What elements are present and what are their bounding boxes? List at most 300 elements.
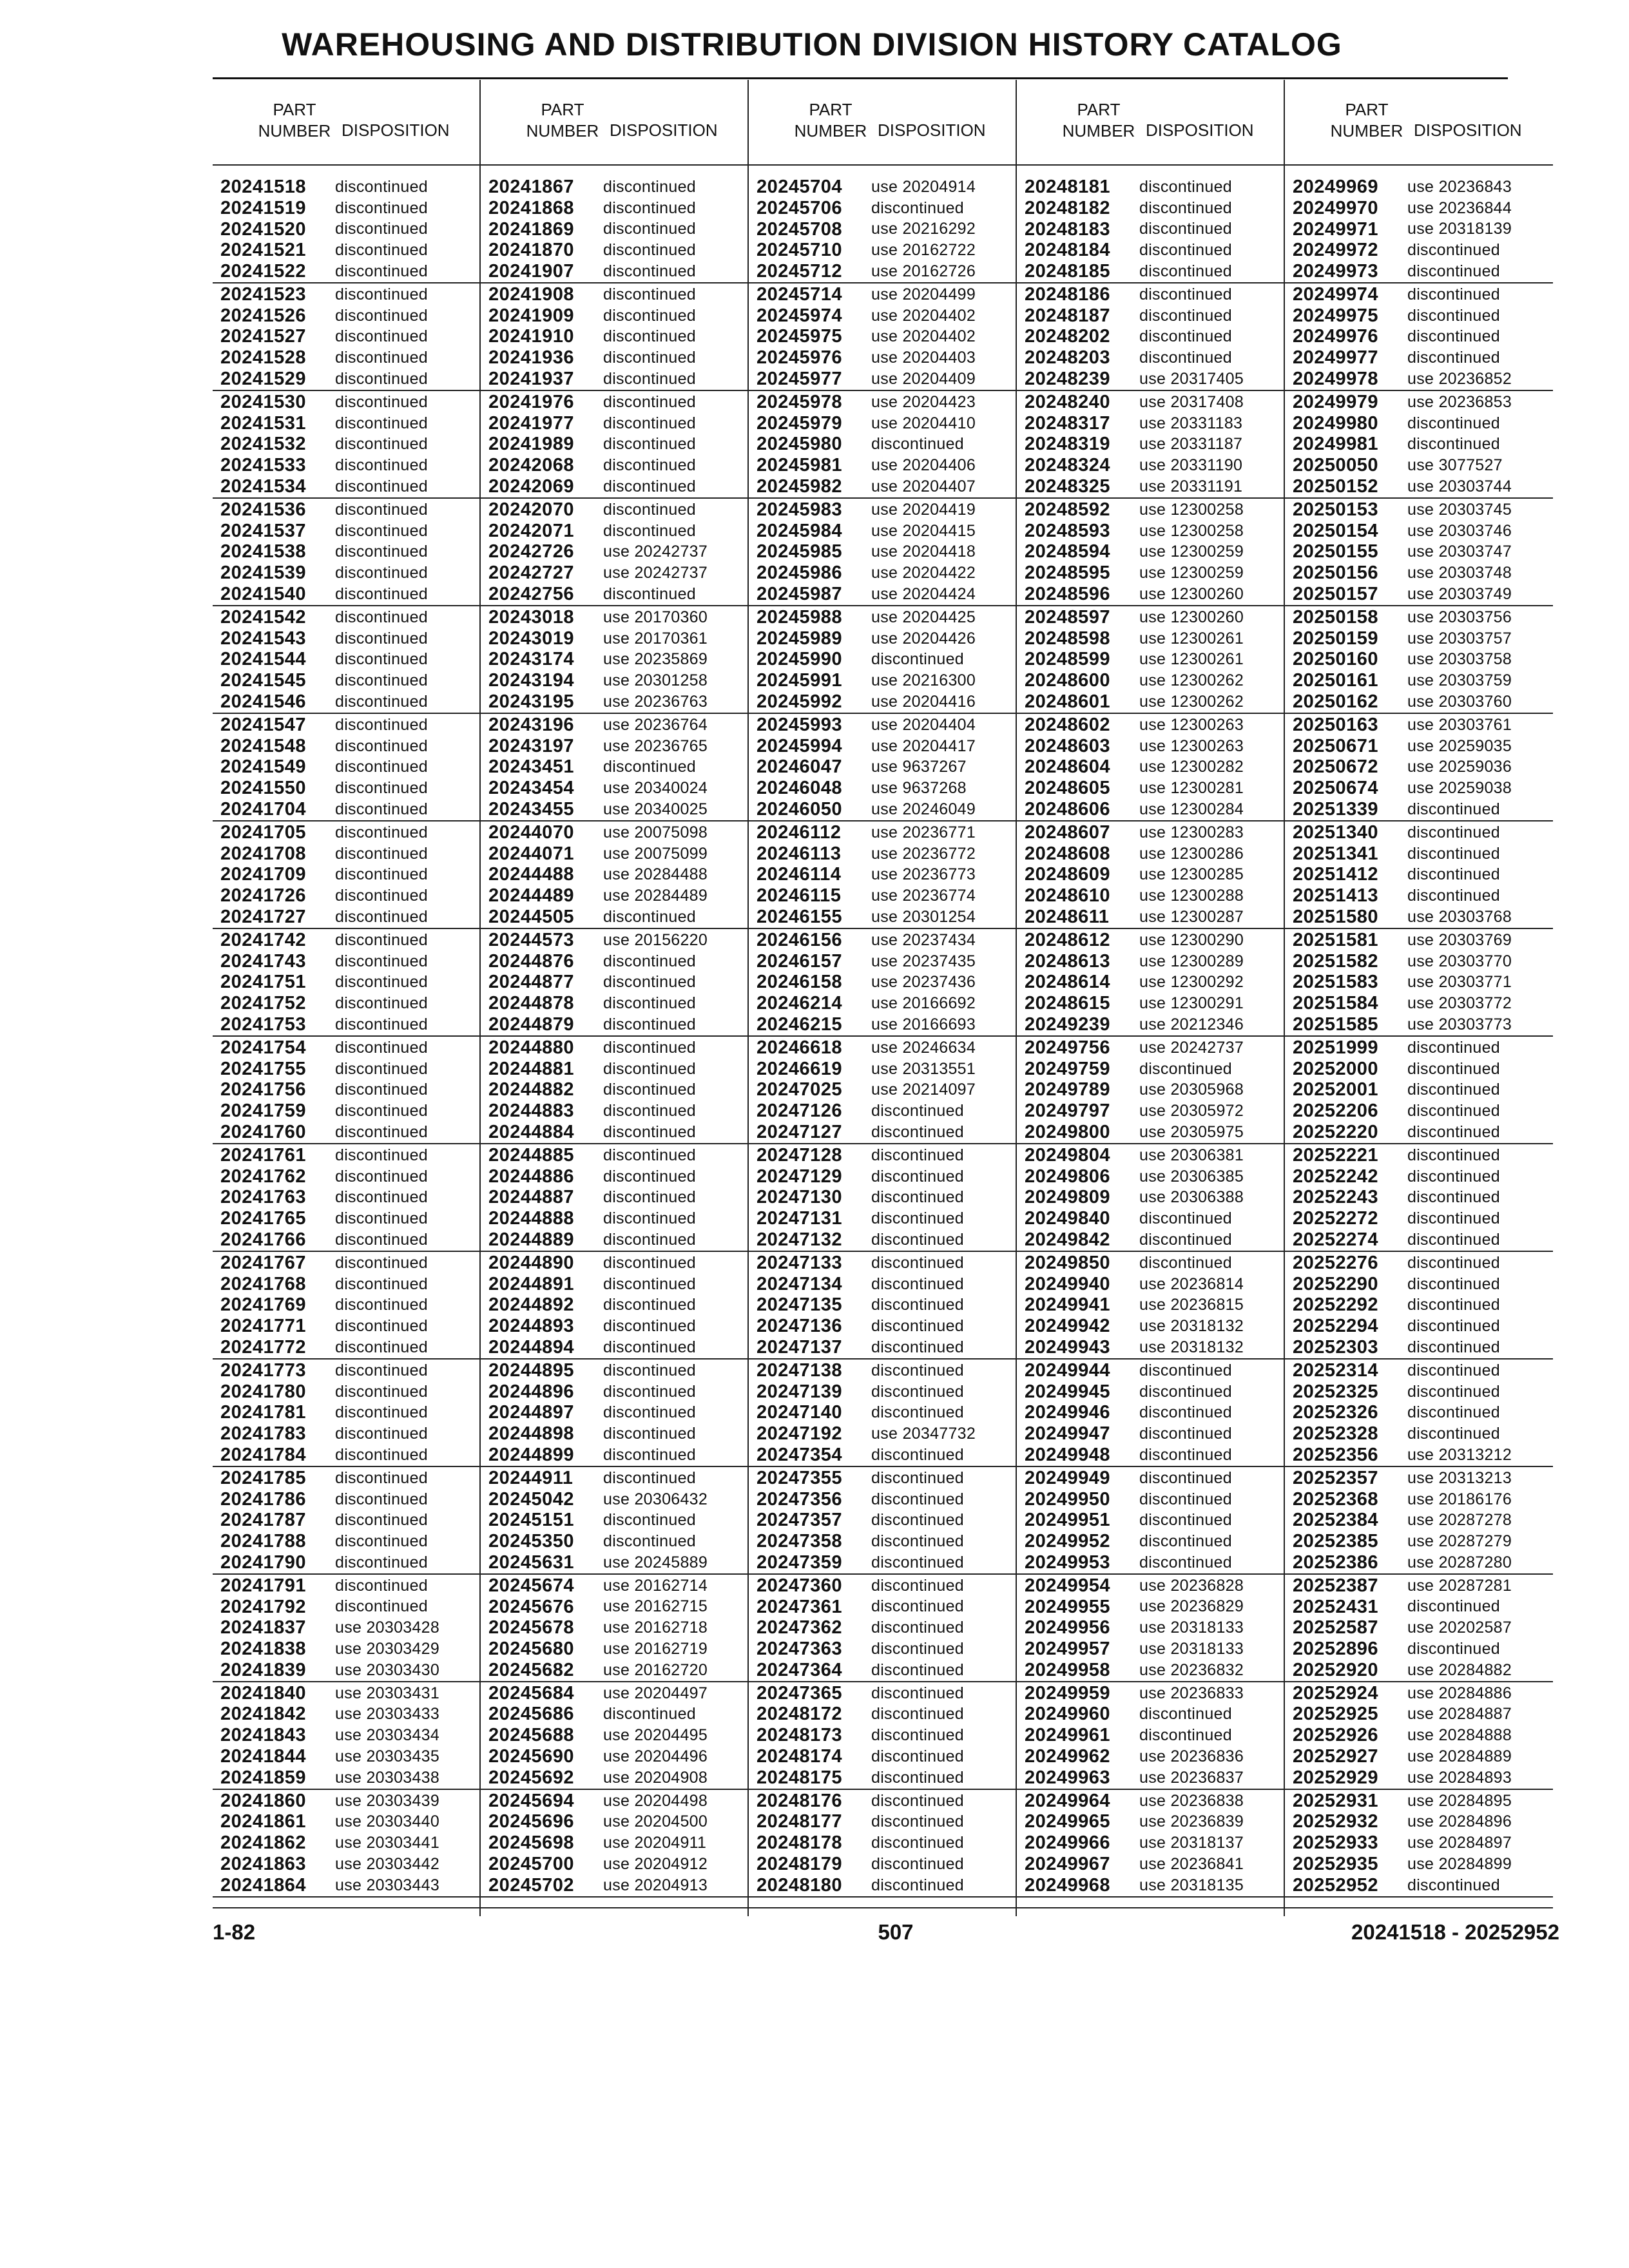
table-row (481, 1274, 747, 1295)
table-row (1285, 1704, 1553, 1725)
disposition: discontinued (335, 500, 428, 519)
table-row (481, 1725, 747, 1746)
disposition: discontinued (1407, 1425, 1500, 1443)
part-number: 20241705 (220, 822, 307, 843)
table-row (481, 1660, 747, 1681)
disposition: discontinued (335, 1425, 428, 1443)
part-number: 20245714 (757, 284, 843, 305)
disposition: use 12300261 (1139, 629, 1244, 648)
table-row (481, 1552, 747, 1573)
part-number: 20248178 (757, 1832, 843, 1854)
table-row (1017, 628, 1284, 649)
disposition: use 20204913 (603, 1876, 708, 1894)
part-number: 20248319 (1025, 434, 1111, 455)
table-row (213, 1014, 479, 1035)
part-number: 20242071 (488, 520, 575, 541)
table-row (1285, 1079, 1553, 1100)
row-group (481, 1575, 747, 1682)
table-row (749, 1316, 1016, 1337)
part-number: 20244893 (488, 1316, 575, 1337)
part-number: 20241546 (220, 691, 307, 713)
table-row (481, 584, 747, 605)
disposition: use 20284888 (1407, 1726, 1512, 1745)
disposition: discontinued (603, 1425, 696, 1443)
part-number: 20248615 (1025, 993, 1111, 1014)
disposition: discontinued (335, 198, 428, 217)
part-number: 20248609 (1025, 864, 1111, 885)
part-number: 20241781 (220, 1402, 307, 1423)
row-group (1017, 1144, 1284, 1252)
part-number: 20241783 (220, 1423, 307, 1445)
disposition: discontinued (335, 1274, 428, 1293)
table-row (1017, 455, 1284, 476)
disposition: discontinued (335, 564, 428, 582)
part-number: 20248325 (1025, 476, 1111, 497)
disposition: discontinued (1139, 1253, 1232, 1272)
table-row (481, 907, 747, 928)
table-row (213, 1704, 479, 1725)
table-row (1285, 951, 1553, 972)
part-number: 20241548 (220, 735, 307, 756)
disposition: discontinued (603, 1338, 696, 1356)
disposition: use 12300260 (1139, 585, 1244, 604)
part-number: 20247140 (757, 1402, 843, 1423)
part-number: 20244070 (488, 822, 575, 843)
disposition: use 20236833 (1139, 1684, 1244, 1702)
part-number: 20245989 (757, 628, 843, 649)
part-number: 20244881 (488, 1058, 575, 1079)
table-row (213, 1552, 479, 1573)
row-group (1017, 1360, 1284, 1467)
table-row (1285, 1531, 1553, 1552)
row-group (1285, 1682, 1553, 1790)
disposition: discontinued (1407, 1059, 1500, 1078)
part-number: 20241989 (488, 434, 575, 455)
table-row (749, 670, 1016, 691)
part-number: 20247135 (757, 1294, 843, 1316)
part-number: 20244898 (488, 1423, 575, 1445)
part-number: 20250671 (1293, 735, 1379, 756)
disposition: use 20303759 (1407, 671, 1512, 690)
table-row (213, 1337, 479, 1358)
table-row (1285, 1145, 1553, 1166)
part-number: 20242070 (488, 499, 575, 520)
disposition: discontinued (603, 327, 696, 346)
disposition: discontinued (603, 370, 696, 389)
disposition: discontinued (603, 1468, 696, 1487)
part-number: 20250155 (1293, 541, 1379, 562)
row-group (481, 606, 747, 714)
row-group (749, 391, 1016, 499)
disposition: discontinued (1407, 1167, 1500, 1186)
row-group (481, 1682, 747, 1790)
table-row (749, 347, 1016, 369)
part-number: 20247131 (757, 1208, 843, 1229)
part-number: 20249972 (1293, 240, 1379, 261)
disposition: discontinued (1139, 241, 1232, 260)
disposition: discontinued (335, 1553, 428, 1571)
disposition: discontinued (871, 1511, 964, 1530)
part-number: 20252587 (1293, 1617, 1379, 1639)
table-row (213, 327, 479, 348)
part-number: 20250156 (1293, 562, 1379, 584)
row-group (749, 176, 1016, 284)
part-number: 20246156 (757, 929, 843, 950)
part-number: 20247192 (757, 1423, 843, 1445)
disposition: discontinued (335, 907, 428, 926)
disposition: discontinued (335, 1146, 428, 1164)
table-row (1017, 1122, 1284, 1143)
disposition: discontinued (335, 693, 428, 711)
part-number: 20249756 (1025, 1037, 1111, 1058)
table-row (481, 1079, 747, 1100)
part-number: 20245042 (488, 1488, 575, 1510)
part-number: 20249973 (1293, 261, 1379, 282)
disposition: use 20162718 (603, 1619, 708, 1637)
part-number: 20245698 (488, 1832, 575, 1854)
part-number: 20245151 (488, 1510, 575, 1531)
disposition: use 20236853 (1407, 392, 1512, 411)
table-row (749, 240, 1016, 261)
table-row (213, 1145, 479, 1166)
disposition: use 20204426 (871, 629, 976, 648)
part-number: 20244880 (488, 1037, 575, 1058)
disposition: discontinued (1407, 887, 1500, 905)
part-number: 20241860 (220, 1790, 307, 1811)
disposition: use 20303758 (1407, 650, 1512, 669)
part-number: 20242756 (488, 584, 575, 605)
part-number: 20252386 (1293, 1552, 1379, 1573)
disposition: use 20303745 (1407, 500, 1512, 519)
table-row (1285, 284, 1553, 305)
disposition-heading: DISPOSITION (610, 120, 718, 140)
part-number: 20245680 (488, 1639, 575, 1660)
part-number: 20243195 (488, 691, 575, 713)
disposition: discontinued (335, 414, 428, 432)
table-row (213, 607, 479, 628)
table-row (749, 1510, 1016, 1531)
table-row (481, 930, 747, 951)
part-heading-line1: PART (1077, 100, 1121, 119)
part-number: 20241726 (220, 885, 307, 907)
table-row (1017, 1468, 1284, 1489)
disposition: discontinued (871, 650, 964, 669)
table-row (1285, 993, 1553, 1014)
disposition: discontinued (335, 521, 428, 540)
disposition: use 20186176 (1407, 1490, 1512, 1508)
table-row (749, 1337, 1016, 1358)
part-number: 20241742 (220, 929, 307, 950)
part-number: 20245974 (757, 305, 843, 326)
disposition: discontinued (1407, 1122, 1500, 1141)
table-row (481, 219, 747, 240)
table-row (1017, 1791, 1284, 1812)
disposition: discontinued (871, 435, 964, 454)
disposition: use 20287278 (1407, 1511, 1512, 1530)
disposition: use 20204914 (871, 177, 976, 196)
table-row (213, 1510, 479, 1531)
part-number: 20245706 (757, 197, 843, 218)
part-number: 20247134 (757, 1273, 843, 1294)
table-row (1017, 305, 1284, 327)
row-group (1017, 606, 1284, 714)
table-row (1285, 1187, 1553, 1208)
disposition: discontinued (1139, 349, 1232, 367)
table-row (213, 1294, 479, 1316)
disposition: discontinued (335, 1468, 428, 1487)
part-number: 20244884 (488, 1121, 575, 1142)
disposition: use 20236772 (871, 844, 976, 863)
table-row (1285, 1229, 1553, 1251)
table-row (749, 1468, 1016, 1489)
disposition: use 20287280 (1407, 1553, 1512, 1571)
row-group (213, 1682, 479, 1790)
disposition: discontinued (871, 1812, 964, 1831)
disposition-heading: DISPOSITION (878, 120, 986, 140)
table-row (1017, 1597, 1284, 1618)
part-number: 20252933 (1293, 1832, 1379, 1854)
title-rule (213, 77, 1508, 79)
table-row (213, 219, 479, 240)
disposition: use 12300258 (1139, 521, 1244, 540)
table-row (749, 822, 1016, 843)
part-number: 20248186 (1025, 284, 1111, 305)
disposition: use 20236765 (603, 736, 708, 755)
part-number: 20245712 (757, 261, 843, 282)
part-number: 20249959 (1025, 1682, 1111, 1704)
table-row (749, 930, 1016, 951)
disposition: use 20236829 (1139, 1597, 1244, 1616)
column-header (749, 80, 1016, 166)
part-number: 20241544 (220, 649, 307, 670)
disposition: use 20340025 (603, 800, 708, 818)
part-number: 20251582 (1293, 950, 1379, 972)
row-group (1285, 1252, 1553, 1360)
table-row (481, 542, 747, 563)
table-row (213, 907, 479, 928)
disposition: use 20259036 (1407, 758, 1512, 776)
disposition: discontinued (603, 392, 696, 411)
part-heading-line2: NUMBER (1330, 121, 1403, 140)
disposition: use 20318133 (1139, 1619, 1244, 1637)
disposition: discontinued (1407, 414, 1500, 432)
table-row (213, 1683, 479, 1704)
table-row (749, 1639, 1016, 1660)
row-group (1017, 176, 1284, 284)
disposition: discontinued (1407, 1597, 1500, 1616)
table-row (749, 1014, 1016, 1035)
disposition: use 20237435 (871, 952, 976, 970)
part-heading-line1: PART (1345, 100, 1389, 119)
table-row (1285, 1683, 1553, 1704)
part-number: 20241791 (220, 1575, 307, 1596)
table-row (749, 1402, 1016, 1423)
row-group (481, 1037, 747, 1144)
part-number: 20241976 (488, 391, 575, 412)
part-number: 20251999 (1293, 1037, 1379, 1058)
row-group (1017, 714, 1284, 822)
disposition: use 20318137 (1139, 1834, 1244, 1852)
table-row (213, 1875, 479, 1896)
part-number: 20251413 (1293, 885, 1379, 907)
part-number: 20248203 (1025, 347, 1111, 369)
part-number: 20245674 (488, 1575, 575, 1596)
table-row (213, 1059, 479, 1080)
table-row (1017, 843, 1284, 865)
disposition: use 20284895 (1407, 1791, 1512, 1810)
table-row (481, 305, 747, 327)
part-number: 20241844 (220, 1746, 307, 1767)
table-row (1017, 1746, 1284, 1767)
disposition: discontinued (335, 1532, 428, 1551)
disposition: use 9637267 (871, 758, 967, 776)
part-number: 20249945 (1025, 1381, 1111, 1402)
disposition: discontinued (335, 306, 428, 325)
part-number: 20241543 (220, 628, 307, 649)
footer-rule (213, 1907, 1553, 1908)
table-row (1285, 261, 1553, 282)
row-group (1285, 1790, 1553, 1898)
table-row (481, 1294, 747, 1316)
column-header (1017, 80, 1284, 166)
part-number: 20252274 (1293, 1229, 1379, 1250)
part-number: 20241523 (220, 284, 307, 305)
part-heading-line2: NUMBER (794, 121, 867, 140)
disposition: discontinued (1407, 844, 1500, 863)
disposition: discontinued (871, 1338, 964, 1356)
part-number: 20246157 (757, 950, 843, 972)
row-group (749, 499, 1016, 606)
disposition: discontinued (1407, 349, 1500, 367)
table-row (481, 1575, 747, 1597)
disposition: use 20204404 (871, 715, 976, 734)
table-row (749, 907, 1016, 928)
part-number: 20242726 (488, 541, 575, 562)
part-number: 20243454 (488, 778, 575, 799)
disposition: discontinued (871, 1102, 964, 1120)
table-row (481, 1187, 747, 1208)
table-row (481, 1617, 747, 1639)
table-row (1285, 562, 1553, 584)
disposition: use 20318139 (1407, 220, 1512, 238)
part-number: 20249954 (1025, 1575, 1111, 1596)
disposition: discontinued (871, 1747, 964, 1766)
table-row (1285, 455, 1553, 476)
part-number: 20250674 (1293, 778, 1379, 799)
part-number: 20244911 (488, 1467, 574, 1488)
part-number: 20251340 (1293, 822, 1379, 843)
table-row (481, 1316, 747, 1337)
table-row (213, 1854, 479, 1875)
part-number: 20249971 (1293, 218, 1379, 240)
part-number: 20247362 (757, 1617, 843, 1639)
part-number: 20246112 (757, 822, 842, 843)
disposition: discontinued (1139, 1468, 1232, 1487)
table-row (481, 1597, 747, 1618)
part-number: 20241530 (220, 391, 307, 412)
disposition: use 20303772 (1407, 994, 1512, 1013)
page-number: 507 (878, 1920, 914, 1944)
row-group (213, 1144, 479, 1252)
disposition: discontinued (871, 1167, 964, 1186)
disposition: discontinued (603, 585, 696, 604)
row-group (481, 929, 747, 1037)
row-group (1285, 391, 1553, 499)
part-number: 20248176 (757, 1790, 843, 1811)
page-section-number: 1-82 (213, 1920, 256, 1944)
table-row (1285, 1639, 1553, 1660)
table-row (749, 1660, 1016, 1681)
part-number: 20241859 (220, 1767, 307, 1788)
table-row (749, 562, 1016, 584)
row-group (1285, 1037, 1553, 1144)
table-row (1285, 1552, 1553, 1573)
disposition: discontinued (871, 1553, 964, 1571)
part-number: 20248185 (1025, 261, 1111, 282)
disposition: use 20259035 (1407, 736, 1512, 755)
disposition: use 20204912 (603, 1855, 708, 1874)
part-number: 20250160 (1293, 649, 1379, 670)
table-row (481, 865, 747, 886)
table-row (481, 670, 747, 691)
table-row (1285, 1746, 1553, 1767)
table-row (749, 1746, 1016, 1767)
table-row (749, 736, 1016, 757)
part-number: 20252294 (1293, 1316, 1379, 1337)
disposition: use 20303435 (335, 1747, 440, 1766)
disposition: use 20236839 (1139, 1812, 1244, 1831)
table-row (481, 455, 747, 476)
part-number: 20241773 (220, 1360, 307, 1381)
table-row (213, 1597, 479, 1618)
disposition: discontinued (1407, 800, 1500, 818)
part-number: 20249806 (1025, 1166, 1111, 1187)
disposition: discontinued (335, 994, 428, 1013)
disposition: use 20303443 (335, 1876, 440, 1894)
table-row (213, 1660, 479, 1681)
disposition: use 20236836 (1139, 1747, 1244, 1766)
part-number: 20252431 (1293, 1596, 1379, 1617)
part-number: 20249965 (1025, 1811, 1111, 1832)
part-number: 20241518 (220, 176, 307, 197)
disposition: use 20204402 (871, 327, 976, 346)
table-row (1285, 219, 1553, 240)
table-row (1017, 521, 1284, 542)
table-row (749, 1166, 1016, 1187)
table-row (749, 284, 1016, 305)
table-row (749, 1617, 1016, 1639)
part-number: 20251585 (1293, 1014, 1379, 1035)
disposition: use 20204416 (871, 693, 976, 711)
part-number: 20241534 (220, 476, 307, 497)
part-number: 20241765 (220, 1208, 307, 1229)
table-row (481, 240, 747, 261)
table-row (1017, 1316, 1284, 1337)
part-number: 20252001 (1293, 1079, 1379, 1100)
table-row (1285, 1489, 1553, 1510)
part-number: 20252368 (1293, 1488, 1379, 1510)
part-number: 20252220 (1293, 1121, 1379, 1142)
part-number: 20244883 (488, 1100, 575, 1122)
disposition: use 20204499 (871, 285, 976, 303)
table-row (213, 1617, 479, 1639)
table-row (1017, 649, 1284, 671)
table-row (213, 1812, 479, 1833)
table-row (1285, 865, 1553, 886)
row-group (213, 714, 479, 822)
table-row (213, 1208, 479, 1229)
disposition: discontinued (1407, 1102, 1500, 1120)
